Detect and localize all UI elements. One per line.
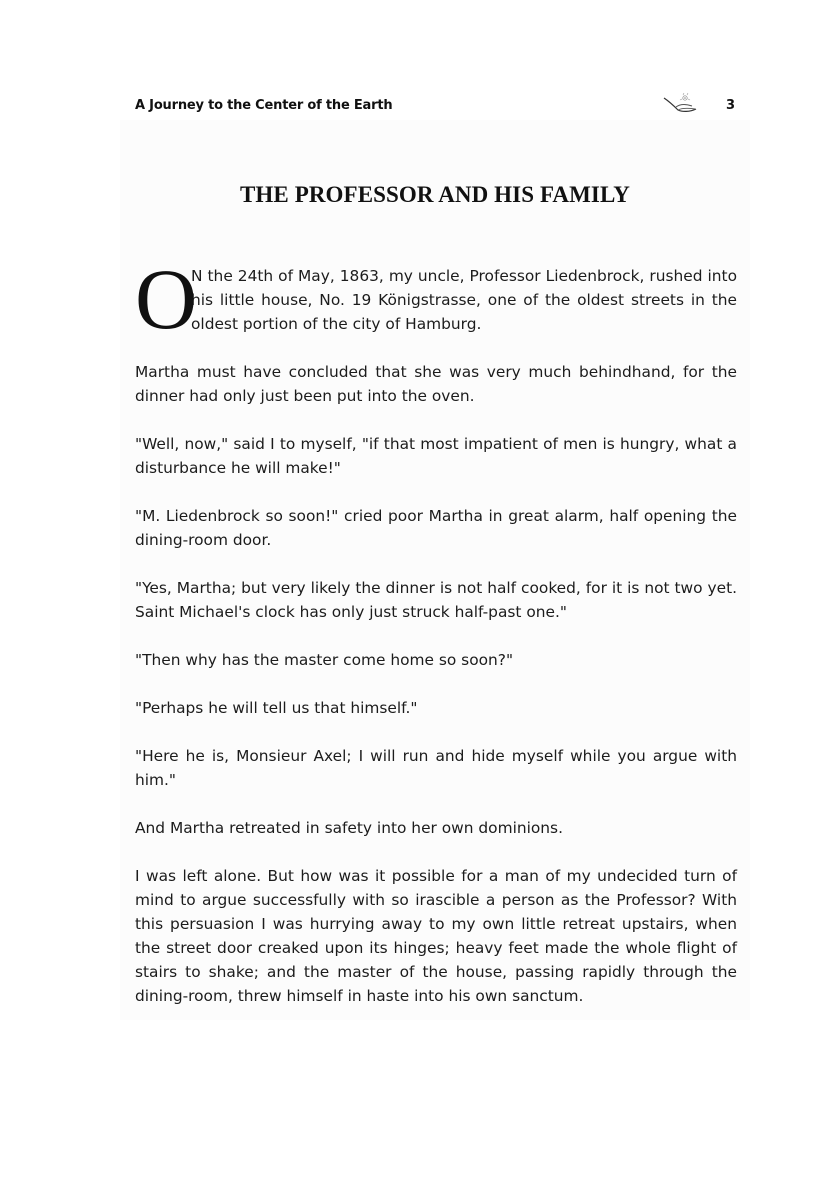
header-book-title: A Journey to the Center of the Earth: [135, 98, 393, 113]
paragraph-9: And Martha retreated in safety into her own dominions.: [135, 819, 563, 837]
paragraph-6: "Then why has the master come home so soon?": [135, 651, 514, 669]
running-header: [135, 98, 738, 120]
paragraph-3: "Well, now," said I to myself, "if that most impatient of men is hungry, what a disturbance he will make!": [135, 435, 737, 477]
paragraph-10: I was left alone. But how was it possible for a man of my undecided turn of mind to argue successfully with so irascible a person as the Professor? With this persuasion I was hurrying away to my own little retreat upstairs, when the street door creaked upon its hinges; heavy feet made the whole flight of stairs to shake; and the master of the house, passing rapidly through the dining-room, threw himself in haste into his own sanctum.: [135, 867, 737, 1005]
body-text: [135, 251, 737, 1032]
paragraph-4: "M. Liedenbrock so soon!" cried poor Martha in great alarm, half opening the dining-room door.: [135, 507, 737, 549]
paragraph-7: "Perhaps he will tell us that himself.": [135, 699, 418, 717]
paragraph-2: Martha must have concluded that she was very much behindhand, for the dinner had only just been put into the oven.: [135, 363, 737, 405]
drop-cap: O: [135, 251, 198, 347]
page-number: 3: [725, 98, 735, 113]
paragraph-1-text: N the 24th of May, 1863, my uncle, Professor Liedenbrock, rushed into his little house, No. 19 Königstrasse, one of the oldest streets in the oldest portion of the city of Hamburg.: [191, 267, 737, 333]
paragraph-5: "Yes, Martha; but very likely the dinner is not half cooked, for it is not two yet. Saint Michael's clock has only just struck half-past one.": [135, 579, 737, 621]
paragraph-8: "Here he is, Monsieur Axel; I will run and hide myself while you argue with him.": [135, 747, 737, 789]
pointing-hand-icon: [662, 90, 702, 118]
chapter-title: THE PROFESSOR AND HIS FAMILY: [239, 182, 631, 207]
paragraph-1: [135, 251, 737, 347]
